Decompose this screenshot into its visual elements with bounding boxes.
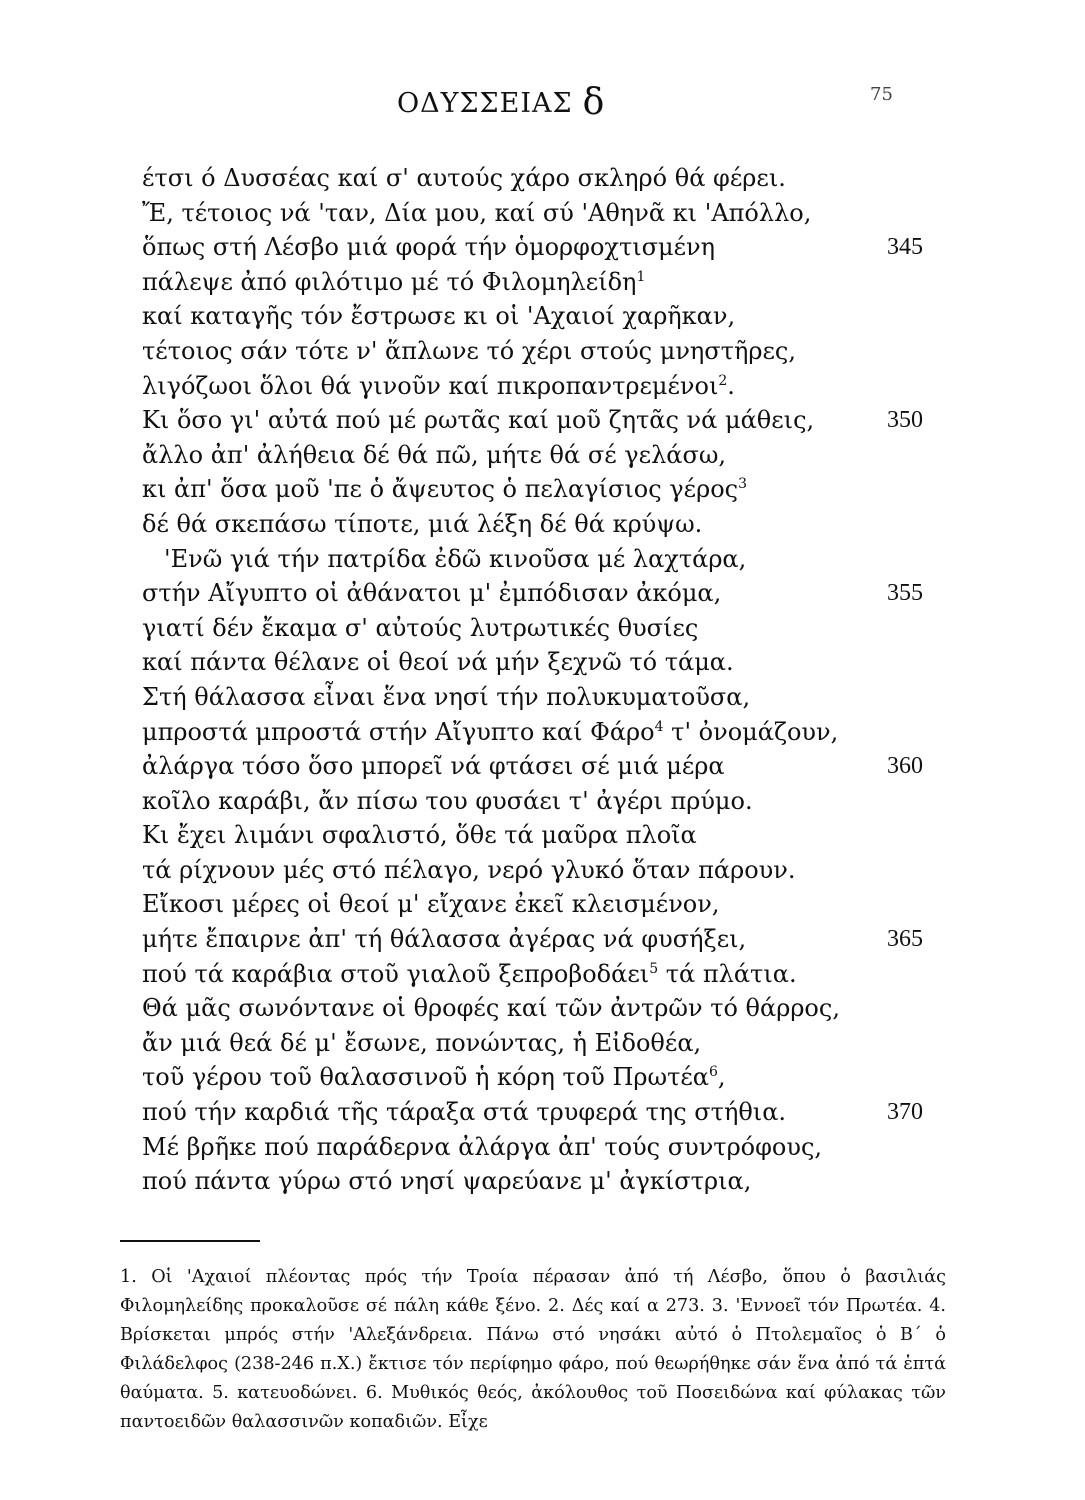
poem-line-text: ἄν μιά θεά δέ μ' ἔσωνε, πονώντας, ἡ Εἰδοθέα, [142, 1028, 702, 1057]
footnotes: 1. Οἱ 'Αχαιοί πλέοντας πρός τήν Τροία πέρασαν ἀπό τή Λέσβο, ὅπου ὁ βασιλιάς Φιλομηλείδης προκαλοῦσε σέ πάλη κάθε ξένο. 2. Δές καί α 273. 3. 'Εννοεῖ τόν Πρωτέα. 4. Βρίσκεται μπρός στήν 'Αλεξάνδρεια. Πάνω στό νησάκι αὐτό ὁ Πτολεμαῖος ὁ Β΄ ὁ Φιλάδελφος (238-246 π.Χ.) ἔκτισε τόν περίφημο φάρο, πού θεωρήθηκε σάν ἕνα ἀπό τά ἑπτά θαύματα. 5. κατευοδώνει. 6. Μυθικός θεός, ἀκόλουθος τοῦ Ποσειδώνα καί φύλακας τῶν παντοειδῶν θαλασσινῶν κοπαδιῶν. Εἶχε [120, 1267, 946, 1432]
poem-line-text: καί πάντα θέλανε οἱ θεοί νά μήν ξεχνῶ τό τάμα. [142, 648, 734, 677]
page-number: 75 [870, 84, 893, 105]
book-title: ΟΔΥΣΣΕΙΑΣ [397, 88, 573, 119]
poem-line [142, 265, 942, 300]
poem-line-text-after: . [727, 371, 735, 400]
poem-line [142, 1060, 942, 1095]
poem-line-text: Κι ὅσο γι' αὐτά πού μέ ρωτᾶς καί μοῦ ζητᾶς νά μάθεις, [142, 406, 815, 435]
poem-line [142, 957, 942, 992]
poem-line-text: κοῖλο καράβι, ἄν πίσω του φυσάει τ' ἀγέρι πρύμο. [142, 786, 753, 815]
poem-line-text: λιγόζωοι ὅλοι θά γινοῦν καί πικροπαντρεμένοι [142, 371, 719, 400]
poem-line-text: Ἔ, τέτοιος νά 'ταν, Δία μου, καί σύ 'Αθηνᾶ κι 'Απόλλο, [142, 198, 812, 227]
poem-line [142, 1095, 942, 1130]
poem-line-text: έτσι ό Δυσσέας καί σ' αυτούς χάρο σκληρό θά φέρει. [142, 164, 786, 192]
poem-line [142, 196, 942, 231]
poem-line [142, 1026, 942, 1061]
poem-line [142, 1130, 942, 1165]
poem-line-text: πάλεψε ἀπό φιλότιμο μέ τό Φιλομηλείδη [142, 267, 637, 296]
poem-line [142, 230, 942, 265]
poem-line-text: μπροστά μπροστά στήν Αἴγυπτο καί Φάρο [142, 717, 655, 746]
poem-line [142, 887, 942, 922]
poem-line [142, 611, 942, 646]
poem-line [142, 715, 942, 750]
poem-line [142, 784, 942, 819]
poem-line [142, 749, 942, 784]
poem-line-text-after: τά πλάτια. [658, 959, 797, 988]
book-letter: δ [582, 82, 606, 123]
poem-line [142, 991, 942, 1026]
footnote-marker: 4 [654, 718, 664, 735]
poem-line [142, 403, 942, 438]
poem-text [142, 161, 942, 1199]
poem-line-text: τέτοιος σάν τότε ν' ἅπλωνε τό χέρι στούς μνηστῆρες, [142, 336, 796, 365]
poem-line [142, 853, 942, 888]
poem-line [142, 334, 942, 369]
poem-line-text: Θά μᾶς σωνόντανε οἱ θροφές καί τῶν ἀντρῶν τό θάρρος, [142, 994, 840, 1023]
poem-line-text: ἄλλο ἀπ' ἀλήθεια δέ θά πῶ, μήτε θά σέ γελάσω, [142, 440, 727, 469]
poem-line-text: μήτε ἔπαιρνε ἀπ' τή θάλασσα ἀγέρας νά φυσήξει, [142, 925, 747, 954]
poem-line-text-after: τ' ὀνομάζουν, [663, 717, 839, 746]
poem-line-text: κι ἀπ' ὅσα μοῦ 'πε ὁ ἄψευτος ὁ πελαγίσιος γέρος [142, 475, 739, 504]
footnote-marker: 5 [649, 960, 659, 977]
poem-line [142, 472, 942, 507]
footnote-marker: 1 [636, 268, 646, 285]
poem-line [142, 507, 942, 542]
footnote-divider [120, 1240, 260, 1242]
poem-line [142, 576, 942, 611]
poem-line-text: καί καταγῆς τόν ἔστρωσε κι οἱ 'Αχαιοί χαρῆκαν, [142, 302, 736, 331]
poem-line-text: Εἴκοσι μέρες οἱ θεοί μ' εἴχανε ἐκεῖ κλεισμένον, [142, 890, 720, 919]
poem-line [142, 922, 942, 957]
poem-line-text: στήν Αἴγυπτο οἱ ἀθάνατοι μ' ἐμπόδισαν ἀκόμα, [142, 579, 722, 608]
poem-line [142, 680, 942, 715]
line-number: 350 [887, 407, 923, 434]
poem-line-text: τά ρίχνουν μές στό πέλαγο, νερό γλυκό ὅταν πάρουν. [142, 855, 796, 884]
poem-line [142, 161, 942, 196]
line-number: 345 [887, 234, 923, 261]
poem-line-text: 'Ενῶ γιά τήν πατρίδα ἐδῶ κινοῦσα μέ λαχτάρα, [164, 544, 747, 573]
poem-line-text: Μέ βρῆκε πού παράδερνα ἀλάργα ἀπ' τούς συντρόφους, [142, 1132, 823, 1161]
footnote-marker: 2 [718, 372, 728, 389]
poem-line [142, 369, 942, 404]
footnote-marker: 3 [738, 476, 748, 493]
footnote-marker: 6 [709, 1064, 718, 1081]
line-number: 360 [887, 753, 923, 780]
poem-line [142, 818, 942, 853]
poem-line-text-after: , [717, 1063, 726, 1092]
poem-line [142, 1164, 942, 1199]
line-number: 370 [887, 1099, 923, 1126]
poem-line-text: πού τά καράβια στοῦ γιαλοῦ ξεπροβοδάει [142, 959, 650, 988]
poem-line-text: δέ θά σκεπάσω τίποτε, μιά λέξη δέ θά κρύψω. [142, 509, 703, 538]
poem-line-text: ὅπως στή Λέσβο μιά φορά τήν ὁμορφοχτισμένη [142, 233, 716, 262]
poem-line [142, 438, 942, 473]
poem-line-text: τοῦ γέρου τοῦ θαλασσινοῦ ἡ κόρη τοῦ Πρωτέα [142, 1063, 709, 1092]
poem-line [142, 542, 942, 577]
poem-line [142, 299, 942, 334]
poem-line-text: πού πάντα γύρω στό νησί ψαρεύανε μ' ἀγκίστρια, [142, 1167, 752, 1196]
poem-line-text: Στή θάλασσα εἶναι ἕνα νησί τήν πολυκυματοῦσα, [142, 682, 751, 711]
running-title [397, 82, 605, 123]
line-number: 365 [887, 926, 923, 953]
poem-line [142, 645, 942, 680]
poem-line-text: ἀλάργα τόσο ὅσο μπορεῖ νά φτάσει σέ μιά μέρα [142, 752, 725, 781]
page-header [0, 78, 1085, 124]
poem-line-text: Κι ἔχει λιμάνι σφαλιστό, ὅθε τά μαῦρα πλοῖα [142, 821, 697, 850]
poem-line-text: γιατί δέν ἔκαμα σ' αὐτούς λυτρωτικές θυσίες [142, 613, 699, 642]
poem-line-text: πού τήν καρδιά τῆς τάραξα στά τρυφερά της στήθια. [142, 1098, 787, 1127]
line-number: 355 [887, 580, 923, 607]
